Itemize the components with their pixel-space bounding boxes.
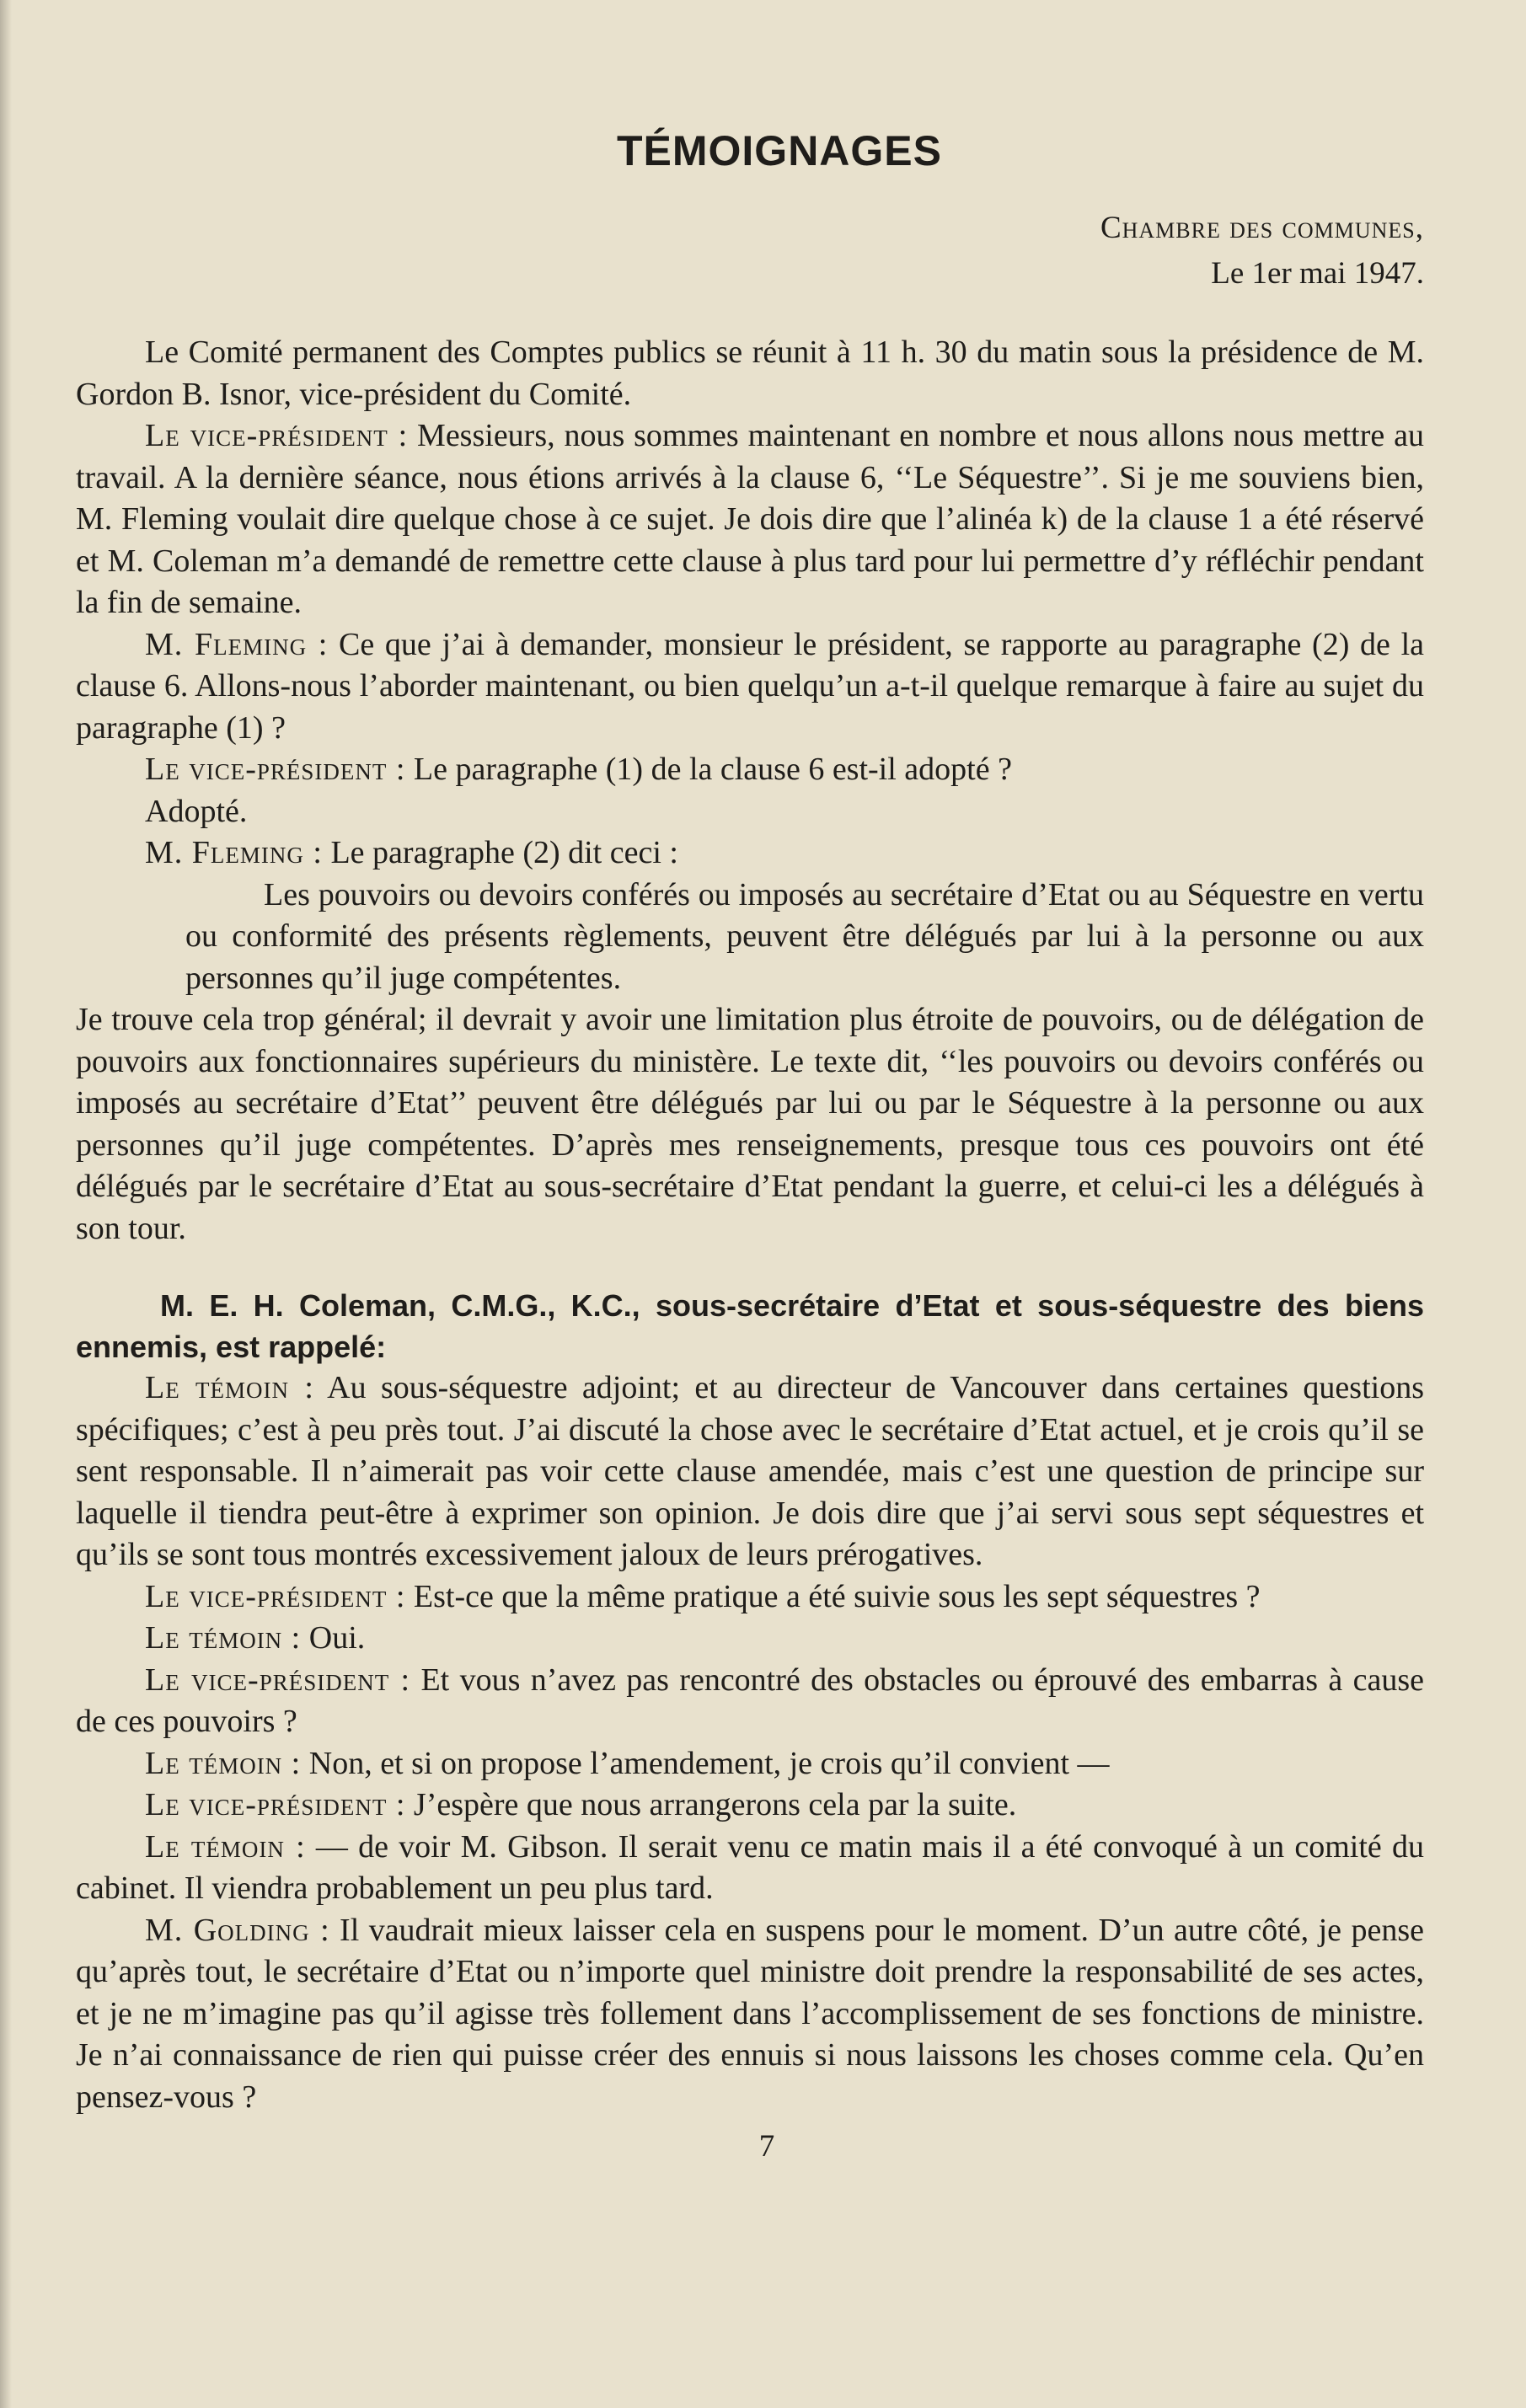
speaker-name: Le vice-président : [145,1662,411,1698]
paragraph-text: Le Comité permanent des Comptes publics se réunit à 11 h. 30 du matin sous la présidence de M. Gordon B. Isnor, vice-président du Comité. [76,334,1424,412]
adopted-text: Adopté. [145,793,248,829]
speech-paragraph [76,1785,1424,1827]
speech-text: Et vous n’avez pas rencontré des obstacles ou éprouvé des embarras à cause de ces pouvoirs ? [76,1662,1424,1739]
speech-paragraph [76,1660,1424,1743]
speech-text: Est-ce que la même pratique a été suivie sous les sept séquestres ? [405,1578,1261,1614]
speaker-name: Le témoin : [145,1745,302,1781]
document-page [76,126,1424,2351]
continuation-paragraph: Je trouve cela trop général; il devrait y avoir une limitation plus étroite de pouvoirs, ou de délégation de pouvoirs aux fonctionnaires supérieurs du ministère. Le texte dit, ‘‘les pouvoirs ou devoirs conférés ou imposés au secrétaire d’Etat’’ peuvent être délégués par lui ou par le Séquestre à la personne ou aux personnes qu’il juge compétentes. D’après mes renseignements, presque tous ces pouvoirs ont été délégués par le secrétaire d’Etat au sous-secrétaire d’Etat pendant la guerre, et celui-ci les a délégués à son tour. [76,1002,1424,1246]
opening-paragraph [76,332,1424,415]
speech-text: Ce que j’ai à demander, monsieur le président, se rapporte au paragraphe (2) de la clause 6. Allons-nous l’aborder maintenant, ou bien quelqu’un a-t-il quelque remarque à faire au sujet du paragraphe (1) ? [76,626,1425,746]
speaker-name: M. Fleming : [145,626,329,662]
speech-text: Il vaudrait mieux laisser cela en suspens pour le moment. D’un autre côté, je pense qu’après tout, le secrétaire d’Etat ou n’importe quel ministre doit prendre la responsabilité de ses actes, et je ne m’imagine pas qu’il agisse très follement dans l’accomplissement de ses fonctions de ministre. Je n’ai connaissance de rien qui puisse créer des ennuis si nous laissons les choses comme cela. Qu’en pensez-vous ? [76,1912,1424,2115]
speaker-name: Le témoin : [145,1620,302,1656]
speech-paragraph [76,1743,1424,1785]
header-institution: Chambre des communes, [1100,211,1424,245]
speech-text: Au sous-séquestre adjoint; et au directeur de Vancouver dans certaines questions spécifiques; c’est à peu près tout. J’ai discuté la chose avec le secrétaire d’Etat actuel, et je crois qu’il se sent responsable. Il n’aimerait pas voir cette clause amendée, mais c’est une question de principe sur laquelle il tiendra peut-être à exprimer son opinion. Je dois dire que j’ai servi sous sept séquestres et qu’ils se sont tous montrés excessivement jaloux de leurs prérogatives. [76,1370,1424,1572]
speaker-name: M. Fleming : [145,835,323,870]
speech-text: Oui. [301,1620,366,1656]
page-title: TÉMOIGNAGES [616,127,943,174]
speech-paragraph [76,415,1424,624]
speech-text: Non, et si on propose l’amendement, je crois qu’il convient — [301,1745,1110,1781]
speaker-name: Le vice-président : [145,752,406,787]
speech-text: Le paragraphe (2) dit ceci : [322,835,678,870]
speech-paragraph [76,832,1424,875]
speech-text: — de voir M. Gibson. Il serait venu ce matin mais il a été convoqué à un comité du cabinet. Il viendra probablement un peu plus tard. [76,1828,1424,1906]
speech-text: Le paragraphe (1) de la clause 6 est-il adopté ? [405,752,1012,787]
header-date: Le 1er mai 1947. [1211,256,1424,291]
speaker-name: Le témoin : [145,1370,314,1405]
page-binding-shadow [0,0,12,2408]
speech-paragraph [76,1910,1424,2119]
speaker-name: Le vice-président : [145,418,409,453]
speaker-name: Le témoin : [145,1828,306,1865]
speaker-name: Le vice-président : [145,1578,406,1614]
speech-paragraph [76,1827,1424,1910]
speech-paragraph [76,1576,1424,1619]
adopted-line [76,791,1424,833]
header-block [76,206,1424,297]
speech-text: J’espère que nous arrangerons cela par la suite. [405,1787,1017,1822]
page-number: 7 [758,2129,775,2164]
speech-paragraph [76,624,1424,750]
speech-paragraph [76,1618,1424,1660]
speech-paragraph [76,749,1424,791]
speech-paragraph [76,1367,1424,1576]
speaker-name: Le vice-président : [145,1787,406,1822]
witness-heading: M. E. H. Coleman, C.M.G., K.C., sous-secrétaire d’Etat et sous-séquestre des biens ennemis, est rappelé: [76,1288,1424,1364]
speaker-name: M. Golding : [145,1912,330,1948]
quoted-regulation: Les pouvoirs ou devoirs conférés ou imposés au secrétaire d’Etat ou au Séquestre en vertu ou conformité des présents règlements, peuvent être délégués par lui à la personne ou aux personnes qu’il juge compétentes. [185,876,1424,996]
speech-text: Messieurs, nous sommes maintenant en nombre et nous allons nous mettre au travail. A la dernière séance, nous étions arrivés à la clause 6, ‘‘Le Séquestre’’. Si je me souviens bien, M. Fleming voulait dire quelque chose à ce sujet. Je dois dire que l’alinéa k) de la clause 1 a été réservé et M. Coleman m’a demandé de remettre cette clause à plus tard pour lui permettre d’y réfléchir pendant la fin de semaine. [76,418,1424,620]
